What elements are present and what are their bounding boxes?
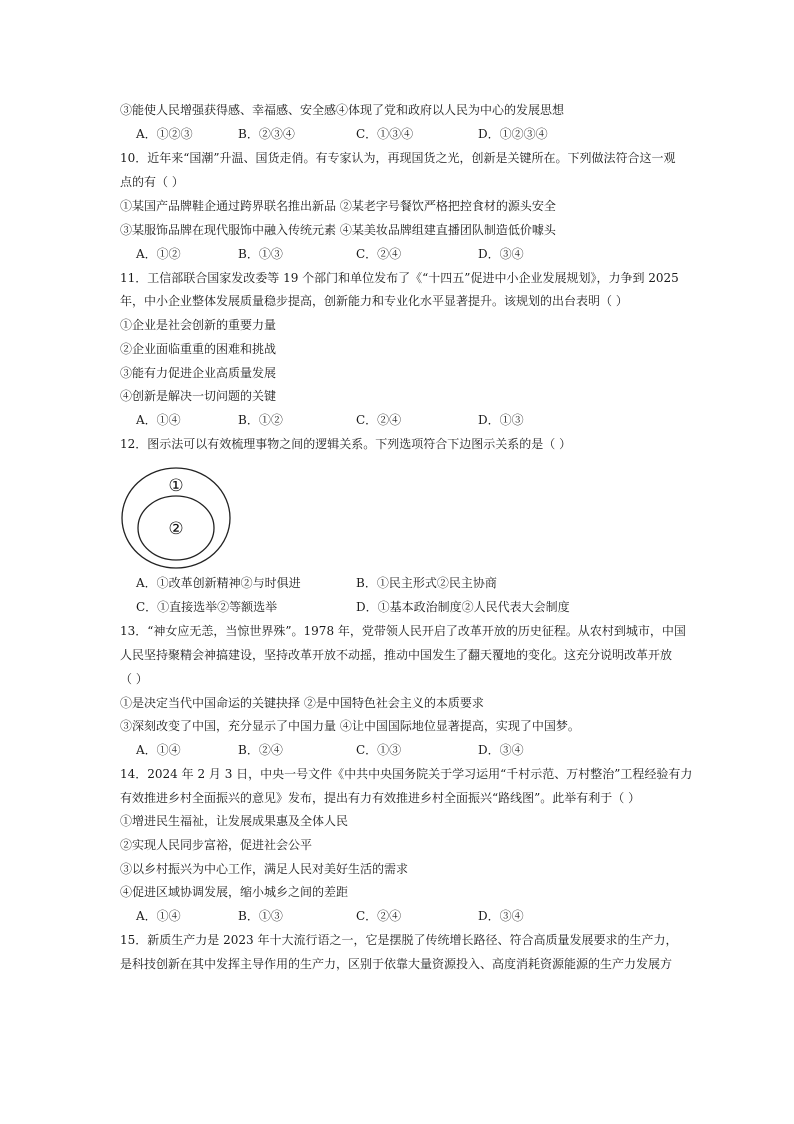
- q14-option-c[interactable]: C．②④: [356, 909, 402, 923]
- q10-stem-line-2: 点的有（ ）: [120, 175, 184, 189]
- outer-circle-label: ①: [168, 476, 184, 496]
- q13-stem-line-2: 人民坚持聚精会神搞建设，坚持改革开放不动摇，推动中国发生了翻天覆地的变化。这充分说明改革开放: [120, 648, 673, 662]
- q10-option-c[interactable]: C．②④: [356, 247, 402, 261]
- q14-option-d[interactable]: D．③④: [478, 909, 524, 923]
- q10-option-b[interactable]: B．①③: [238, 247, 283, 261]
- q15-stem-line-1: 15．新质生产力是 2023 年十大流行语之一，它是摆脱了传统增长路径、符合高质量发展要求的生产力，: [120, 933, 678, 947]
- q11-option-b[interactable]: B．①②: [238, 413, 283, 427]
- q10-statements-3-4: ③某服饰品牌在现代服饰中融入传统元素 ④某美妆品牌组建直播团队制造低价噱头: [120, 223, 556, 237]
- nested-circle-diagram: [120, 466, 232, 570]
- q11-option-a[interactable]: A．①④: [136, 413, 181, 427]
- q11-stem-line-1: 11．工信部联合国家发改委等 19 个部门和单位发布了《“十四五”促进中小企业发展规划》，力争到 2025: [120, 271, 679, 285]
- q12-options-row-1: [120, 575, 680, 591]
- q9-statement-3-4: ③能使人民增强获得感、幸福感、安全感④体现了党和政府以人民为中心的发展思想: [120, 103, 565, 117]
- q9-option-b[interactable]: B．②③④: [238, 127, 295, 141]
- q13-option-c[interactable]: C．①③: [356, 743, 402, 757]
- q9-option-d[interactable]: D．①②③④: [478, 127, 548, 141]
- q12-option-b[interactable]: B．①民主形式②民主协商: [356, 576, 497, 590]
- q13-option-d[interactable]: D．③④: [478, 743, 524, 757]
- q14-options: [120, 908, 680, 924]
- q10-stem-line-1: 10．近年来“国潮”升温、国货走俏。有专家认为，再现国货之光，创新是关键所在。下列做法符合这一观: [120, 151, 676, 165]
- q15-stem-line-2: 是科技创新在其中发挥主导作用的生产力，区别于依靠大量资源投入、高度消耗资源能源的生产力发展方: [120, 957, 673, 971]
- q11-statement-2: ②企业面临重重的困难和挑战: [120, 342, 277, 356]
- q14-statement-3: ③以乡村振兴为中心工作，满足人民对美好生活的需求: [120, 862, 409, 876]
- q11-statement-3: ③能有力促进企业高质量发展: [120, 366, 277, 380]
- q12-option-d[interactable]: D．①基本政治制度②人民代表大会制度: [356, 600, 570, 614]
- q13-options: [120, 742, 680, 758]
- q11-options: [120, 412, 680, 428]
- q11-option-c[interactable]: C．②④: [356, 413, 402, 427]
- q13-option-a[interactable]: A．①④: [136, 743, 181, 757]
- q13-statements-3-4: ③深刻改变了中国，充分显示了中国力量 ④让中国国际地位显著提高，实现了中国梦。: [120, 719, 580, 733]
- q10-option-d[interactable]: D．③④: [478, 247, 524, 261]
- q14-statement-4: ④促进区域协调发展，缩小城乡之间的差距: [120, 885, 349, 899]
- q11-stem-line-2: 年，中小企业整体发展质量稳步提高，创新能力和专业化水平显著提升。该规划的出台表明（ ）: [120, 294, 628, 308]
- q12-option-c[interactable]: C．①直接选举②等额选举: [136, 600, 278, 614]
- q13-option-b[interactable]: B．②④: [238, 743, 283, 757]
- q13-statements-1-2: ①是决定当代中国命运的关键抉择 ②是中国特色社会主义的本质要求: [120, 696, 484, 710]
- q14-stem-line-1: 14．2024 年 2 月 3 日，中央一号文件《中共中央国务院关于学习运用“千村示范、万村整治”工程经验有力: [120, 767, 693, 781]
- q9-option-c[interactable]: C．①③④: [356, 127, 414, 141]
- q11-option-d[interactable]: D．①③: [478, 413, 524, 427]
- q12-stem: 12．图示法可以有效梳理事物之间的逻辑关系。下列选项符合下边图示关系的是（ ）: [120, 437, 572, 451]
- q9-option-a[interactable]: A．①②③: [136, 127, 193, 141]
- q11-statement-4: ④创新是解决一切问题的关键: [120, 389, 277, 403]
- q14-option-b[interactable]: B．①③: [238, 909, 283, 923]
- q12-options-row-2: [120, 599, 680, 615]
- q13-stem-line-1: 13．“神女应无恙，当惊世界殊”。1978 年，党带领人民开启了改革开放的历史征程。从农村到城市，中国: [120, 624, 686, 638]
- q14-statement-2: ②实现人民同步富裕，促进社会公平: [120, 838, 313, 852]
- q10-option-a[interactable]: A．①②: [136, 247, 181, 261]
- q14-statement-1: ①增进民生福祉，让发展成果惠及全体人民: [120, 814, 349, 828]
- q14-option-a[interactable]: A．①④: [136, 909, 181, 923]
- q10-statements-1-2: ①某国产品牌鞋企通过跨界联名推出新品 ②某老字号餐饮严格把控食材的源头安全: [120, 199, 556, 213]
- q11-statement-1: ①企业是社会创新的重要力量: [120, 318, 277, 332]
- q14-stem-line-2: 有效推进乡村全面振兴的意见》发布，提出有力有效推进乡村全面振兴“路线图”。此举有利于（ ）: [120, 791, 641, 805]
- inner-circle-label: ②: [168, 519, 184, 539]
- q12-option-a[interactable]: A．①改革创新精神②与时俱进: [136, 576, 301, 590]
- q9-options: [120, 126, 680, 142]
- q13-stem-line-3: （ ）: [120, 672, 148, 686]
- q10-options: [120, 246, 680, 262]
